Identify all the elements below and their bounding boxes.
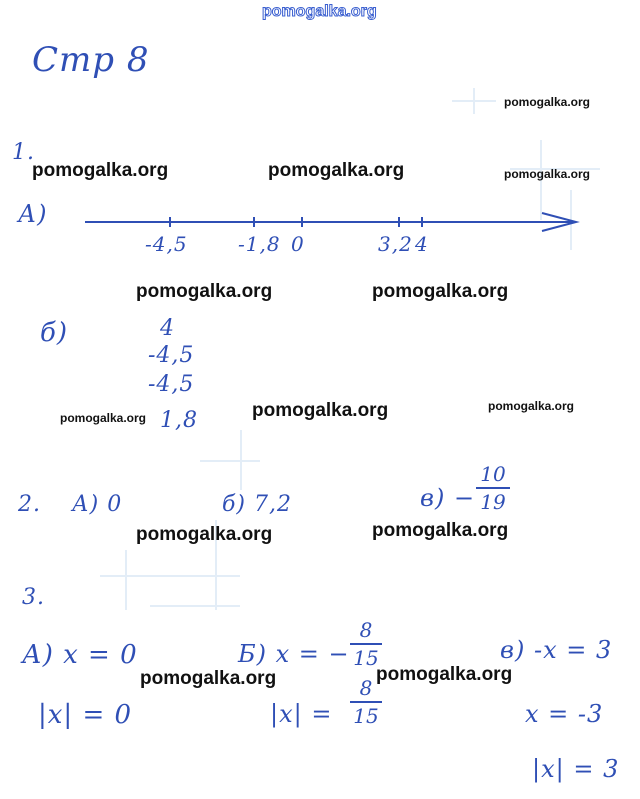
number-line-tick <box>169 217 171 227</box>
number-line-label: 4 <box>415 232 429 256</box>
watermark: pomogalka.org <box>136 524 273 545</box>
fraction-bar <box>350 701 382 703</box>
fraction-numerator: 8 <box>359 676 373 700</box>
grid-mark <box>100 575 240 577</box>
number-line-label: 0 <box>291 232 305 256</box>
watermark: pomogalka.org <box>488 399 575 413</box>
task3-a-line1: А) x = 0 <box>22 640 138 670</box>
number-line-label: -1,8 <box>238 232 281 256</box>
column-value: 1,8 <box>160 408 198 433</box>
number-line-tick <box>421 217 423 227</box>
fraction-numerator: 8 <box>359 618 373 642</box>
watermark: pomogalka.org <box>268 160 405 181</box>
watermark: pomogalka.org <box>372 520 509 541</box>
watermark: pomogalka.org <box>372 281 509 302</box>
fraction-denominator: 15 <box>353 646 379 670</box>
task3-c-line1: в) -x = 3 <box>500 636 613 664</box>
fraction-numerator: 10 <box>480 462 506 486</box>
task3-b-fraction <box>350 618 382 670</box>
fraction-bar <box>476 487 510 489</box>
task1-part-a-label: А) <box>18 200 48 228</box>
grid-mark <box>200 460 260 462</box>
task3-b-line2: |x| = <box>270 700 333 728</box>
number-line-label: 3,2 <box>378 232 413 256</box>
watermark: pomogalka.org <box>140 668 277 689</box>
watermark-top: pomogalka.org <box>262 3 377 20</box>
task2-answer-a: А) 0 <box>72 492 123 517</box>
task3-b2-fraction <box>350 676 382 728</box>
fraction-bar <box>350 643 382 645</box>
task2-number: 2. <box>18 492 41 517</box>
column-value: 4 <box>160 316 175 341</box>
task2-answer-c: в) − <box>420 484 476 512</box>
task1-number: 1. <box>12 140 35 165</box>
grid-mark <box>240 430 242 490</box>
task3-a-line2: |x| = 0 <box>38 700 133 730</box>
watermark: pomogalka.org <box>252 400 389 421</box>
task2-fraction <box>476 462 510 514</box>
number-line-tick <box>398 217 400 227</box>
watermark: pomogalka.org <box>60 411 147 425</box>
task3-c-line2: x = -3 <box>525 700 604 728</box>
number-line-tick <box>253 217 255 227</box>
watermark: pomogalka.org <box>376 664 513 685</box>
watermark: pomogalka.org <box>32 160 169 181</box>
number-line <box>80 205 590 235</box>
column-value: -4,5 <box>148 372 195 397</box>
number-line-tick <box>301 217 303 227</box>
column-value: -4,5 <box>148 343 195 368</box>
grid-mark <box>150 605 240 607</box>
watermark: pomogalka.org <box>136 281 273 302</box>
fraction-denominator: 15 <box>353 704 379 728</box>
watermark: pomogalka.org <box>504 167 591 181</box>
task2-answer-b: б) 7,2 <box>222 492 292 517</box>
task3-c-line3: |x| = 3 <box>532 755 620 783</box>
task1-part-b-label: б) <box>40 318 69 348</box>
watermark: pomogalka.org <box>504 95 591 109</box>
grid-mark <box>473 88 475 114</box>
task3-number: 3. <box>22 585 45 610</box>
grid-mark <box>125 550 127 610</box>
number-line-label: -4,5 <box>145 232 188 256</box>
page-title: Стр 8 <box>32 40 150 80</box>
task3-b-line1: Б) x = − <box>238 640 350 668</box>
fraction-denominator: 19 <box>480 490 506 514</box>
